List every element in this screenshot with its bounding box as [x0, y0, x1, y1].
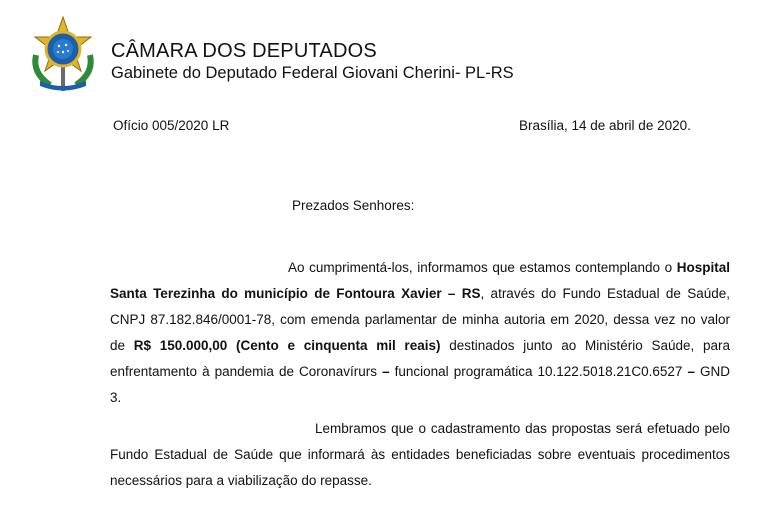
institution-title: CÂMARA DOS DEPUTADOS — [111, 40, 377, 62]
paragraph-segment-bold: – — [382, 364, 390, 379]
paragraph-segment-bold: R$ 150.000,00 (Cento e cinquenta mil reais) — [133, 338, 441, 353]
paragraph-segment: , através do Fundo Estadual de Saúde, CNPJ 87.182.846/0001-78, com emenda parlamentar de minha autoria em 2020, dessa vez no valor de — [110, 286, 730, 353]
paragraph-segment: funcional programática 10.122.5018.21C0.6527 — [389, 364, 688, 379]
paragraph-announcement — [110, 255, 730, 411]
brazil-coat-of-arms-icon — [28, 15, 98, 93]
office-subtitle: Gabinete do Deputado Federal Giovani Cherini- PL-RS — [111, 64, 514, 82]
document-date: Brasília, 14 de abril de 2020. — [519, 118, 691, 133]
paragraph-segment: Ao cumprimentá-los, informamos que estamos contemplando o — [288, 260, 677, 275]
document-reference: Ofício 005/2020 LR — [113, 118, 230, 133]
paragraph-segment: destinados junto ao Ministério Saúde, para enfrentamento à pandemia de Coronavírurs — [110, 338, 730, 379]
paragraph-text: Lembramos que o cadastramento das propostas será efetuado pelo Fundo Estadual de Saúde que informará às entidades beneficiadas sobre eventuais procedimentos necessários para a viabilização do repasse. — [110, 421, 730, 488]
paragraph-segment-bold: – — [687, 364, 695, 379]
paragraph-segment: GND 3. — [110, 364, 731, 405]
paragraph-segment-bold: Hospital Santa Terezinha do município de Fontoura Xavier – RS — [110, 260, 730, 301]
salutation: Prezados Senhores: — [292, 198, 415, 213]
paragraph-reminder — [110, 416, 730, 494]
